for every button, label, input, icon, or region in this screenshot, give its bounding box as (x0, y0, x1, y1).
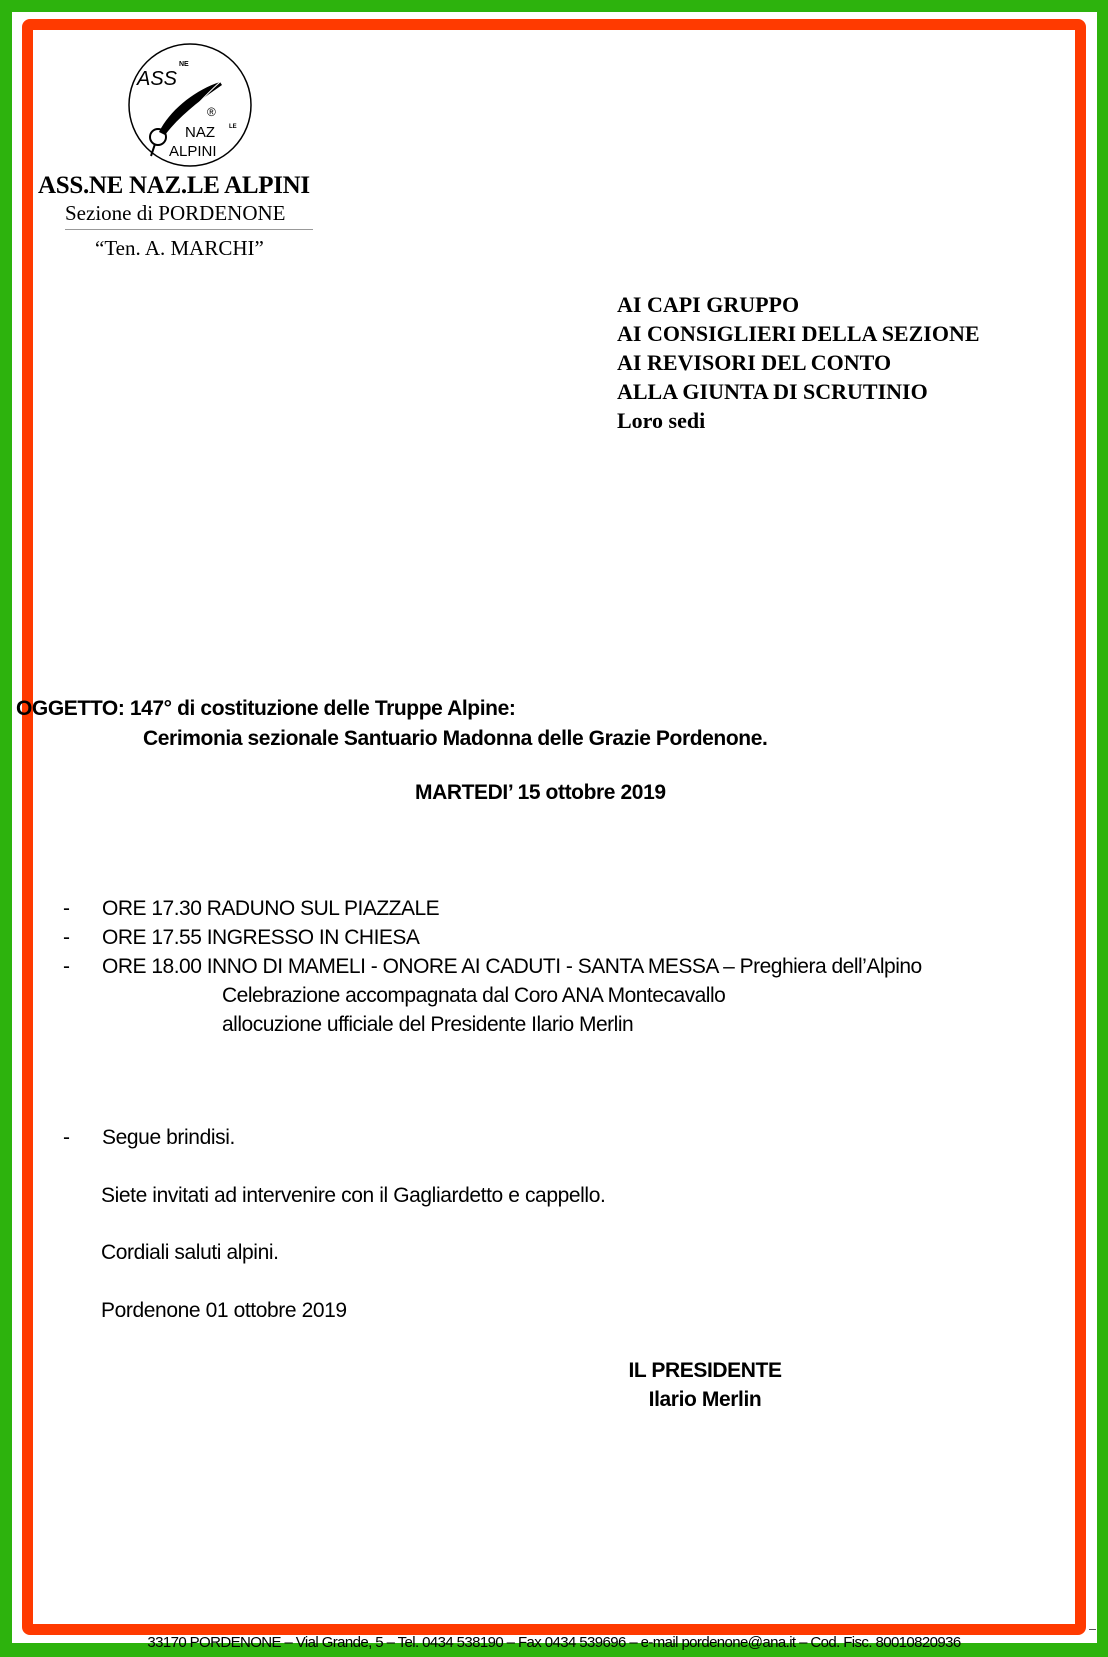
signature-block (590, 1356, 820, 1414)
org-section: Sezione di PORDENONE (65, 201, 286, 225)
recipient-line: AI REVISORI DEL CONTO (617, 350, 892, 375)
recipient-line: ALLA GIUNTA DI SCRUTINIO (617, 379, 928, 404)
svg-text:ASS: ASS (137, 68, 178, 90)
svg-text:®: ® (207, 105, 216, 119)
svg-text:ALPINI: ALPINI (169, 143, 217, 160)
divider (1089, 1629, 1096, 1630)
feather-quill-logo-icon (125, 40, 255, 170)
event-date: MARTEDI’ 15 ottobre 2019 (415, 781, 666, 804)
bullet-dash: - (63, 1126, 70, 1149)
invitation-text: Siete invitati ad intervenire con il Gagliardetto e cappello. (101, 1184, 606, 1207)
subject-line-2: Cerimonia sezionale Santuario Madonna delle Grazie Pordenone. (143, 727, 768, 750)
greeting-text: Cordiali saluti alpini. (101, 1241, 279, 1264)
svg-text:LE: LE (229, 124, 237, 130)
svg-text:NE: NE (179, 61, 189, 68)
subject-block (16, 694, 767, 754)
subject-line-1: OGGETTO: 147° di costituzione delle Truppe Alpine: (16, 697, 516, 720)
schedule-text: ORE 17.55 INGRESSO IN CHIESA (102, 926, 420, 949)
svg-text:NAZ: NAZ (185, 124, 215, 141)
schedule-text: ORE 18.00 INNO DI MAMELI - ONORE AI CADUTI - SANTA MESSA – Preghiera dell’Alpino (102, 955, 922, 978)
schedule-item (63, 894, 922, 923)
bullet-dash: - (63, 955, 70, 978)
brindisi-text: Segue brindisi. (102, 1126, 235, 1149)
recipient-line: AI CAPI GRUPPO (617, 292, 800, 317)
brindisi-item (63, 1126, 235, 1150)
place-date-text: Pordenone 01 ottobre 2019 (101, 1299, 347, 1322)
divider (65, 229, 313, 230)
schedule-text: ORE 17.30 RADUNO SUL PIAZZALE (102, 897, 440, 920)
signature-title: IL PRESIDENTE (628, 1359, 782, 1382)
recipient-line: Loro sedi (617, 408, 706, 433)
recipient-line: AI CONSIGLIERI DELLA SEZIONE (617, 321, 980, 346)
org-name: ASS.NE NAZ.LE ALPINI (38, 172, 310, 199)
schedule-note: Celebrazione accompagnata dal Coro ANA Montecavallo (222, 984, 726, 1007)
schedule-item (63, 952, 922, 981)
signature-name: Ilario Merlin (648, 1388, 762, 1411)
schedule-list (63, 894, 922, 1039)
schedule-note: allocuzione ufficiale del Presidente Ilario Merlin (222, 1013, 634, 1036)
org-motto: “Ten. A. MARCHI” (95, 236, 264, 260)
bullet-dash: - (63, 926, 70, 949)
bullet-dash: - (63, 897, 70, 920)
footer-contact: 33170 PORDENONE – Vial Grande, 5 – Tel. 0434 538190 – Fax 0434 539696 – e-mail pordenone@ana.it – Cod. Fisc. 80010820936 (147, 1634, 961, 1651)
schedule-item (63, 923, 922, 952)
recipients-block (617, 290, 980, 435)
inner-red-frame (22, 19, 1086, 1635)
